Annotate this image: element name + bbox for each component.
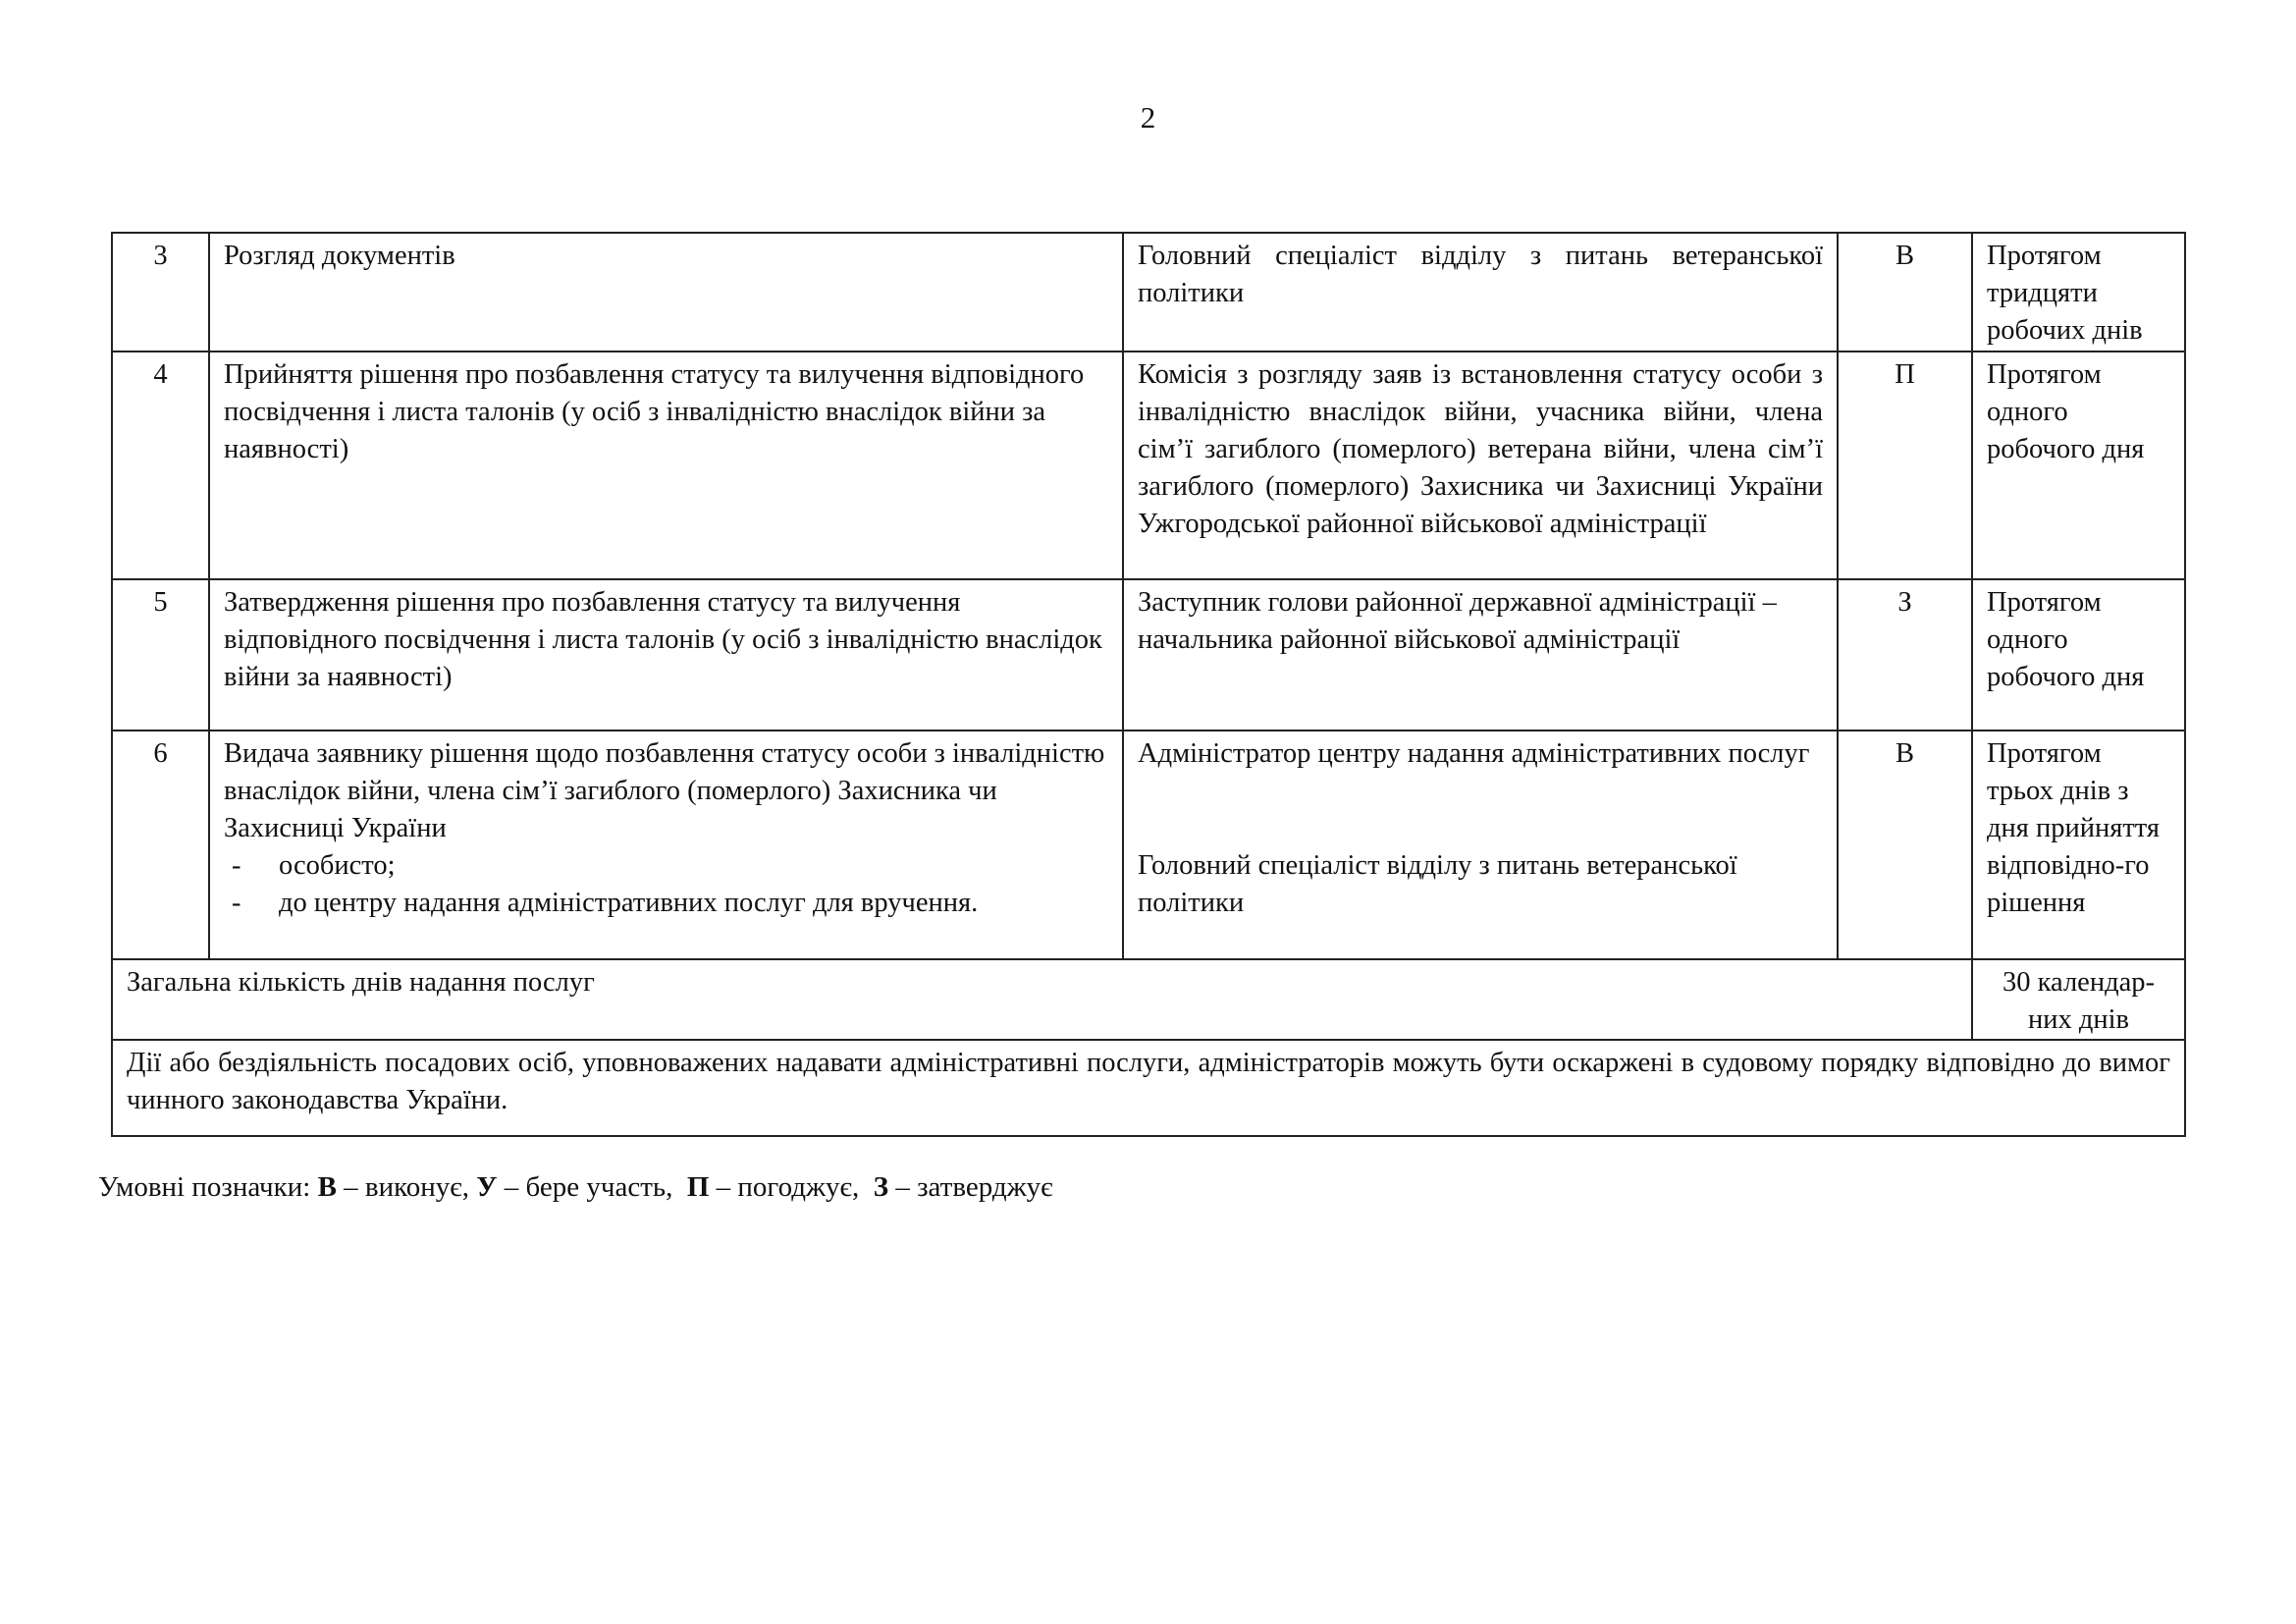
step-action: Прийняття рішення про позбавлення статусу та вилучення відповідного посвідчення і листа талонів (у осіб з інвалідністю внаслідок війни за наявності) bbox=[209, 352, 1123, 579]
legend bbox=[98, 1168, 1053, 1206]
step-term: Протягом одного робочого дня bbox=[1972, 579, 2185, 731]
total-value-cell bbox=[1972, 959, 2185, 1040]
step-responsible: Головний спеціаліст відділу з питань ветеранської політики bbox=[1123, 233, 1838, 352]
action-item-text: до центру надання адміністративних послуг для вручення. bbox=[279, 888, 979, 918]
step-mark: П bbox=[1838, 352, 1972, 579]
total-row bbox=[112, 959, 2185, 1040]
appeal-notice: Дії або бездіяльність посадових осіб, уповноважених надавати адміністративні послуги, адміністраторів можуть бути оскаржені в судовому порядку відповідно до вимог чинного законодавства України. bbox=[112, 1040, 2185, 1136]
step-mark: З bbox=[1838, 579, 1972, 731]
dash-bullet-icon: - bbox=[232, 850, 241, 881]
step-number: 3 bbox=[112, 233, 209, 352]
legend-code: В bbox=[317, 1171, 337, 1203]
step-term: Протягом тридцяти робочих днів bbox=[1972, 233, 2185, 352]
legend-code: П bbox=[686, 1171, 710, 1203]
table-row bbox=[112, 579, 2185, 731]
step-action: Затвердження рішення про позбавлення статусу та вилучення відповідного посвідчення і листа талонів (у осіб з інвалідністю внаслідок війни за наявності) bbox=[209, 579, 1123, 731]
legend-text: – бере участь, bbox=[497, 1171, 687, 1203]
step-action: Видача заявнику рішення щодо позбавлення статусу особи з інвалідністю внаслідок війни, члена сім’ї загиблого (померлого) Захисника чи Захисниці України bbox=[224, 738, 1105, 843]
action-item bbox=[224, 847, 1108, 885]
step-responsible-secondary: Головний спеціаліст відділу з питань ветеранської політики bbox=[1138, 850, 1737, 918]
step-mark: В bbox=[1838, 233, 1972, 352]
action-item bbox=[224, 885, 1108, 922]
legend-prefix: Умовні позначки: bbox=[98, 1171, 318, 1203]
step-action: Розгляд документів bbox=[209, 233, 1123, 352]
dash-bullet-icon: - bbox=[232, 888, 241, 918]
notice-row bbox=[112, 1040, 2185, 1136]
page-number: 2 bbox=[1140, 100, 1156, 135]
step-term: Протягом одного робочого дня bbox=[1972, 352, 2185, 579]
step-mark: В bbox=[1838, 731, 1972, 959]
legend-code: З bbox=[873, 1171, 889, 1203]
step-responsible-primary: Адміністратор центру надання адміністративних послуг bbox=[1138, 738, 1810, 769]
legend-code: У bbox=[476, 1171, 498, 1203]
total-value-line1: 30 календар- bbox=[2002, 967, 2155, 998]
procedure-table bbox=[111, 232, 2186, 1137]
table-row bbox=[112, 731, 2185, 959]
step-action-cell bbox=[209, 731, 1123, 959]
table-row bbox=[112, 233, 2185, 352]
step-number: 6 bbox=[112, 731, 209, 959]
step-number: 4 bbox=[112, 352, 209, 579]
step-responsible: Заступник голови районної державної адміністрації – начальника районної військової адміністрації bbox=[1123, 579, 1838, 731]
step-term: Протягом трьох днів з дня прийняття відповідно-го рішення bbox=[1972, 731, 2185, 959]
step-number: 5 bbox=[112, 579, 209, 731]
legend-text: – затверджує bbox=[888, 1171, 1053, 1203]
step-responsible: Комісія з розгляду заяв із встановлення статусу особи з інвалідністю внаслідок війни, учасника війни, члена сім’ї загиблого (померлого) ветерана війни, члена сім’ї загиблого (померлого) Захисника чи Захисниці України Ужгородської районної військової адміністрації bbox=[1123, 352, 1838, 579]
action-item-text: особисто; bbox=[279, 850, 396, 881]
step-responsible-cell bbox=[1123, 731, 1838, 959]
legend-text: – погоджує, bbox=[709, 1171, 874, 1203]
total-value-line2: них днів bbox=[2027, 1004, 2129, 1035]
spacer bbox=[1138, 773, 1823, 847]
total-label: Загальна кількість днів надання послуг bbox=[112, 959, 1972, 1040]
table-row bbox=[112, 352, 2185, 579]
legend-text: – виконує, bbox=[336, 1171, 477, 1203]
